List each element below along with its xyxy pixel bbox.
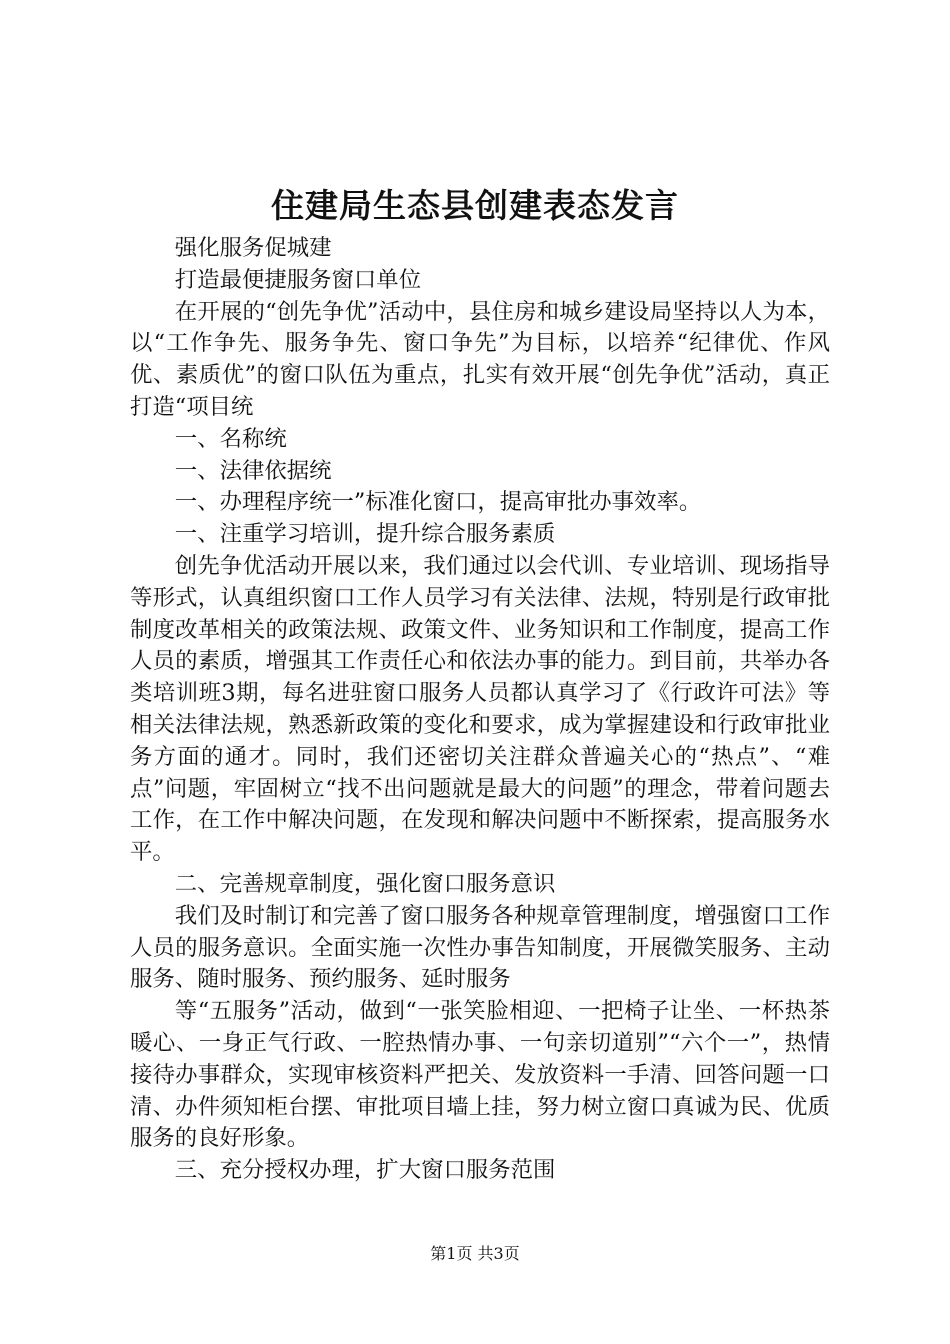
paragraph-6: 一、办理程序统一”标准化窗口，提高审批办事效率。	[174, 489, 702, 516]
paragraph-8: 我们及时制订和完善了窗口服务各种规章管理制度，增强窗口工作人员的服务意识。全面实施一次性办事告知制度，开展微笑服务、主动服务、随时服务、预约服务、延时服务	[130, 902, 830, 993]
document-title: 住建局生态县创建表态发言	[271, 186, 679, 225]
paragraph-1: 强化服务促城建	[174, 235, 332, 261]
document-body	[130, 233, 830, 1187]
paragraph-9: 等“五服务”活动，做到“一张笑脸相迎、一把椅子让坐、一杯热茶暖心、一身正气行政、一腔热情办事、一句亲切道别”“六个一”，热情接待办事群众，实现审核资料严把关、发放资料一手清、回答问题一口清、办件须知柜台摆、审批项目墙上挂，努力树立窗口真诚为民、优质服务的良好形象。	[130, 998, 830, 1152]
paragraph-7: 创先争优活动开展以来，我们通过以会代训、专业培训、现场指导等形式，认真组织窗口工作人员学习有关法律、法规，特别是行政审批制度改革相关的政策法规、政策文件、业务知识和工作制度，提高工作人员的素质，增强其工作责任心和依法办事的能力。到目前，共举办各类培训班3期，每名进驻窗口服务人员都认真学习了《行政许可法》等相关法律法规，熟悉新政策的变化和要求，成为掌握建设和行政审批业务方面的通才。同时，我们还密切关注群众普遍关心的“热点”、“难点”问题，牢固树立“找不出问题就是最大的问题”的理念，带着问题去工作，在工作中解决问题，在发现和解决问题中不断探索，提高服务水平。	[130, 552, 830, 866]
paragraph-3: 在开展的“创先争优”活动中，县住房和城乡建设局坚持以人为本，以“工作争先、服务争先、窗口争先”为目标，以培养“纪律优、作风优、素质优”的窗口队伍为重点，扎实有效开展“创先争优”活动，真正打造“项目统	[130, 298, 830, 420]
paragraph-4: 一、名称统	[174, 425, 287, 452]
page-footer: 第1页 共3页	[430, 1244, 520, 1263]
section-heading-3: 三、充分授权办理，扩大窗口服务范围	[174, 1157, 556, 1184]
section-heading-1: 一、注重学习培训，提升综合服务素质	[174, 521, 556, 548]
section-heading-2: 二、完善规章制度，强化窗口服务意识	[174, 870, 556, 897]
paragraph-5: 一、法律依据统	[174, 457, 332, 484]
paragraph-2: 打造最便捷服务窗口单位	[174, 266, 422, 293]
